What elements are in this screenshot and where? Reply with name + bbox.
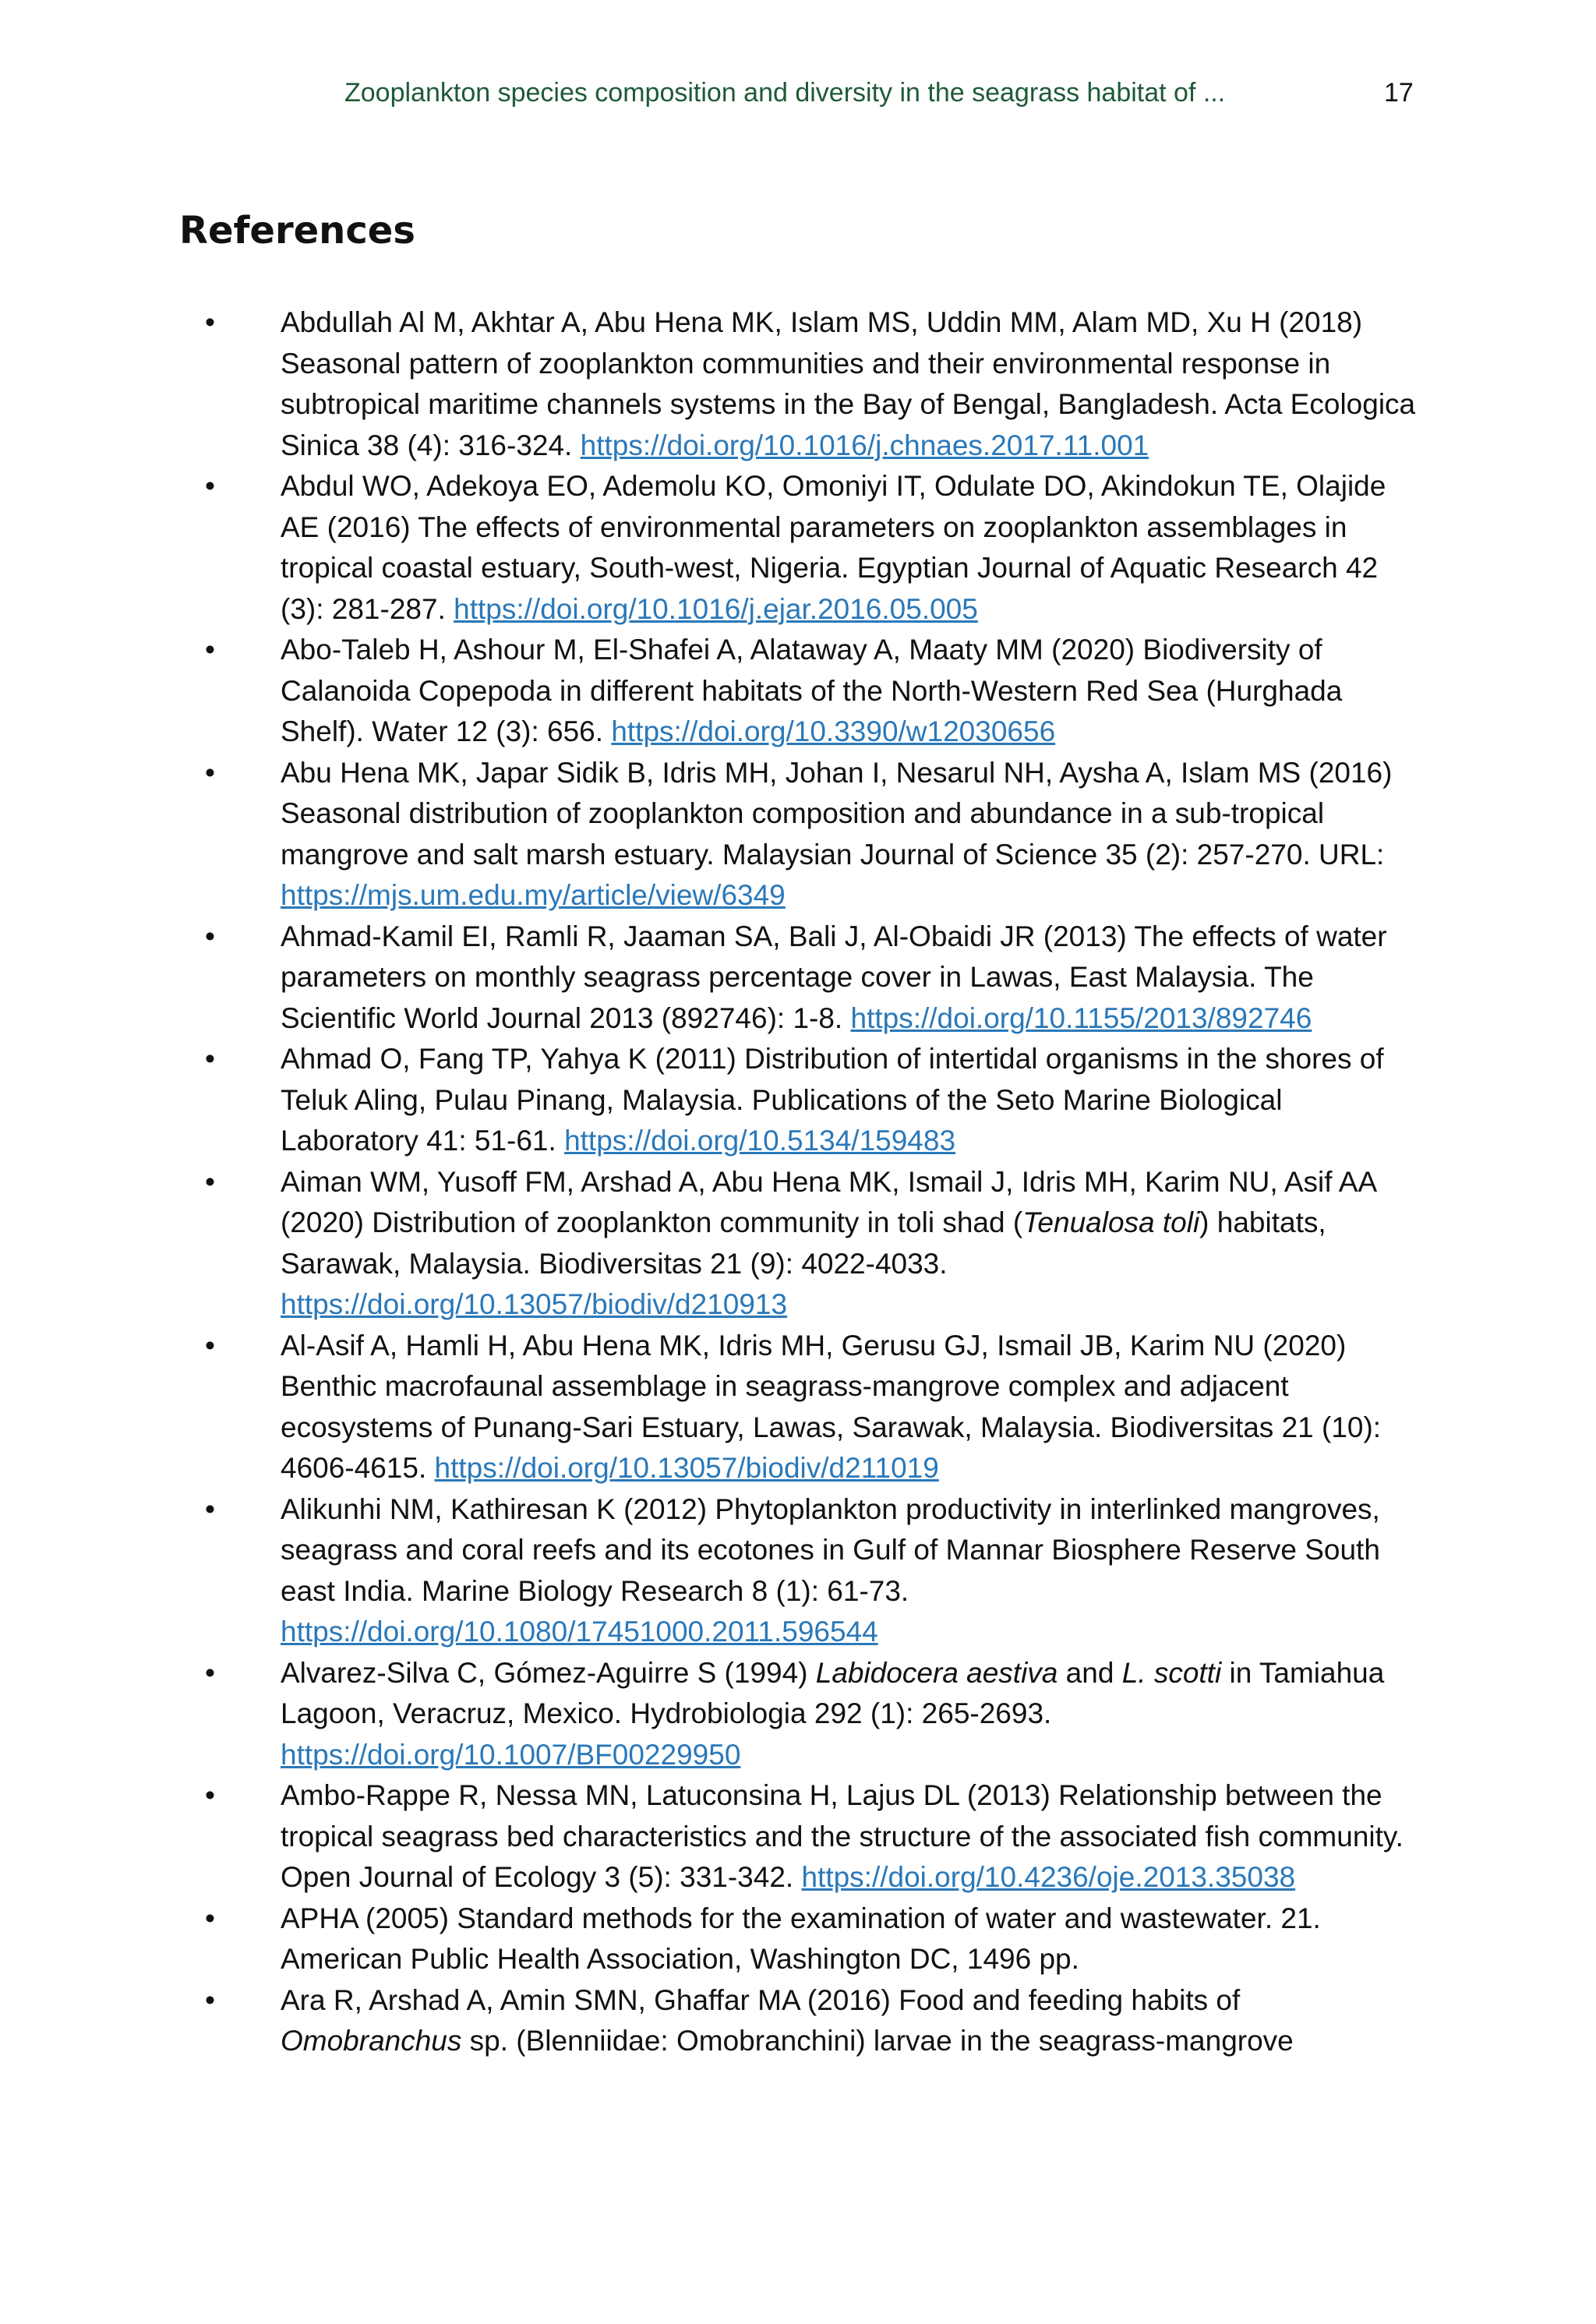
reference-link[interactable]: https://doi.org/10.5134/159483 — [564, 1125, 956, 1157]
reference-text: APHA (2005) Standard methods for the examination of water and wastewater. 21. American Public Health Association, Washington DC, 1496 pp. — [281, 1902, 1321, 1975]
bullet-icon: • — [205, 306, 215, 338]
reference-link[interactable]: https://doi.org/10.1080/17451000.2011.596544 — [281, 1616, 878, 1648]
reference-text: Abdul WO, Adekoya EO, Ademolu KO, Omoniyi IT, Odulate DO, Akindokun TE, Olajide AE (2016) The effects of environmental parameters on zooplankton assemblages in tropical coastal estuary, South-west, Nigeria. Egyptian Journal of Aquatic Research 42 (3): 281-287. https://doi.org/10.1016/j.ejar.2016.05.005 — [281, 470, 1386, 625]
reference-text: Alikunhi NM, Kathiresan K (2012) Phytoplankton productivity in interlinked mangroves, seagrass and coral reefs and its ecotones in Gulf of Mannar Biosphere Reserve South east India. Marine Biology Research 8 (1): 61-73. https://doi.org/10.1080/17451000.2011.596544 — [281, 1492, 1380, 1648]
bullet-icon: • — [205, 1983, 215, 2016]
reference-link[interactable]: https://doi.org/10.1155/2013/892746 — [850, 1001, 1312, 1034]
reference-link[interactable]: https://doi.org/10.1016/j.chnaes.2017.11.001 — [580, 429, 1149, 461]
reference-text: Alvarez-Silva C, Gómez-Aguirre S (1994) Labidocera aestiva and L. scotti in Tamiahua Lagoon, Veracruz, Mexico. Hydrobiologia 292 (1): 265-2693. https://doi.org/10.1007/BF00229950 — [281, 1656, 1385, 1771]
reference-text: Aiman WM, Yusoff FM, Arshad A, Abu Hena MK, Ismail J, Idris MH, Karim NU, Asif AA (2020) Distribution of zooplankton community in toli shad (Tenualosa toli) habitats, Sarawak, Malaysia. Biodiversitas 21 (9): 4022-4033. https://doi.org/10.13057/biodiv/d210913 — [281, 1165, 1376, 1320]
reference-text: Abo-Taleb H, Ashour M, El-Shafei A, Alataway A, Maaty MM (2020) Biodiversity of Calanoida Copepoda in different habitats of the North-Western Red Sea (Hurghada Shelf). Water 12 (3): 656. https://doi.org/10.3390/w12030656 — [281, 634, 1343, 747]
reference-text: Ara R, Arshad A, Amin SMN, Ghaffar MA (2016) Food and feeding habits of Omobranchus sp. (Blenniidae: Omobranchini) larvae in the seagrass-mangrove — [281, 1983, 1294, 2057]
reference-link[interactable]: https://doi.org/10.1016/j.ejar.2016.05.005 — [454, 592, 978, 625]
reference-text: Abdullah Al M, Akhtar A, Abu Hena MK, Islam MS, Uddin MM, Alam MD, Xu H (2018) Seasonal pattern of zooplankton communities and their environmental response in subtropical maritime channels systems in the Bay of Bengal, Bangladesh. Acta Ecologica Sinica 38 (4): 316-324. https://doi.org/10.1016/j.chnaes.2017.11.001 — [281, 306, 1416, 461]
reference-list — [0, 302, 1596, 2062]
reference-text: Ahmad-Kamil EI, Ramli R, Jaaman SA, Bali J, Al-Obaidi JR (2013) The effects of water parameters on monthly seagrass percentage cover in Lawas, East Malaysia. The Scientific World Journal 2013 (892746): 1-8. https://doi.org/10.1155/2013/892746 — [281, 920, 1387, 1034]
bullet-icon: • — [205, 1329, 215, 1362]
page-number: 17 — [1384, 78, 1414, 108]
bullet-icon: • — [205, 756, 215, 789]
bullet-icon: • — [205, 1043, 215, 1075]
reference-text: Al-Asif A, Hamli H, Abu Hena MK, Idris MH, Gerusu GJ, Ismail JB, Karim NU (2020) Benthic macrofaunal assemblage in seagrass-mangrove complex and adjacent ecosystems of Punang-Sari Estuary, Lawas, Sarawak, Malaysia. Biodiversitas 21 (10): 4606-4615. https://doi.org/10.13057/biodiv/d211019 — [281, 1329, 1382, 1484]
reference-item — [0, 917, 1418, 1040]
reference-item — [0, 753, 1418, 917]
running-title: Zooplankton species composition and diversity in the seagrass habitat of ... — [344, 78, 1226, 108]
reference-item — [0, 1898, 1418, 1980]
bullet-icon: • — [205, 1656, 215, 1689]
reference-link[interactable]: https://doi.org/10.13057/biodiv/d210913 — [281, 1288, 788, 1320]
reference-link[interactable]: https://mjs.um.edu.my/article/view/6349 — [281, 879, 786, 911]
bullet-icon: • — [205, 920, 215, 952]
reference-item — [0, 1162, 1418, 1326]
reference-item — [0, 1039, 1418, 1162]
reference-item — [0, 302, 1418, 466]
bullet-icon: • — [205, 470, 215, 502]
reference-link[interactable]: https://doi.org/10.4236/oje.2013.35038 — [801, 1861, 1296, 1893]
reference-link[interactable]: https://doi.org/10.13057/biodiv/d211019 — [434, 1452, 939, 1484]
reference-item — [0, 466, 1418, 630]
bullet-icon: • — [205, 1492, 215, 1525]
reference-link[interactable]: https://doi.org/10.3390/w12030656 — [611, 715, 1056, 747]
bullet-icon: • — [205, 1779, 215, 1811]
page-header — [0, 78, 1596, 125]
reference-item — [0, 1326, 1418, 1489]
section-title: References — [179, 209, 415, 253]
reference-text: Ambo-Rappe R, Nessa MN, Latuconsina H, Lajus DL (2013) Relationship between the tropical seagrass bed characteristics and the structure of the associated fish community. Open Journal of Ecology 3 (5): 331-342. https://doi.org/10.4236/oje.2013.35038 — [281, 1779, 1404, 1893]
bullet-icon: • — [205, 634, 215, 666]
reference-item — [0, 1980, 1418, 2062]
bullet-icon: • — [205, 1165, 215, 1198]
reference-item — [0, 1775, 1418, 1898]
bullet-icon: • — [205, 1902, 215, 1934]
reference-item — [0, 1653, 1418, 1776]
reference-text: Ahmad O, Fang TP, Yahya K (2011) Distribution of intertidal organisms in the shores of Teluk Aling, Pulau Pinang, Malaysia. Publications of the Seto Marine Biological Laboratory 41: 51-61. https://doi.org/10.5134/159483 — [281, 1043, 1384, 1157]
reference-item — [0, 1489, 1418, 1653]
reference-item — [0, 630, 1418, 753]
reference-text: Abu Hena MK, Japar Sidik B, Idris MH, Johan I, Nesarul NH, Aysha A, Islam MS (2016) Seasonal distribution of zooplankton composition and abundance in a sub-tropical mangrove and salt marsh estuary. Malaysian Journal of Science 35 (2): 257-270. URL: https://mjs.um.edu.my/article/view/6349 — [281, 756, 1393, 911]
reference-link[interactable]: https://doi.org/10.1007/BF00229950 — [281, 1738, 741, 1771]
